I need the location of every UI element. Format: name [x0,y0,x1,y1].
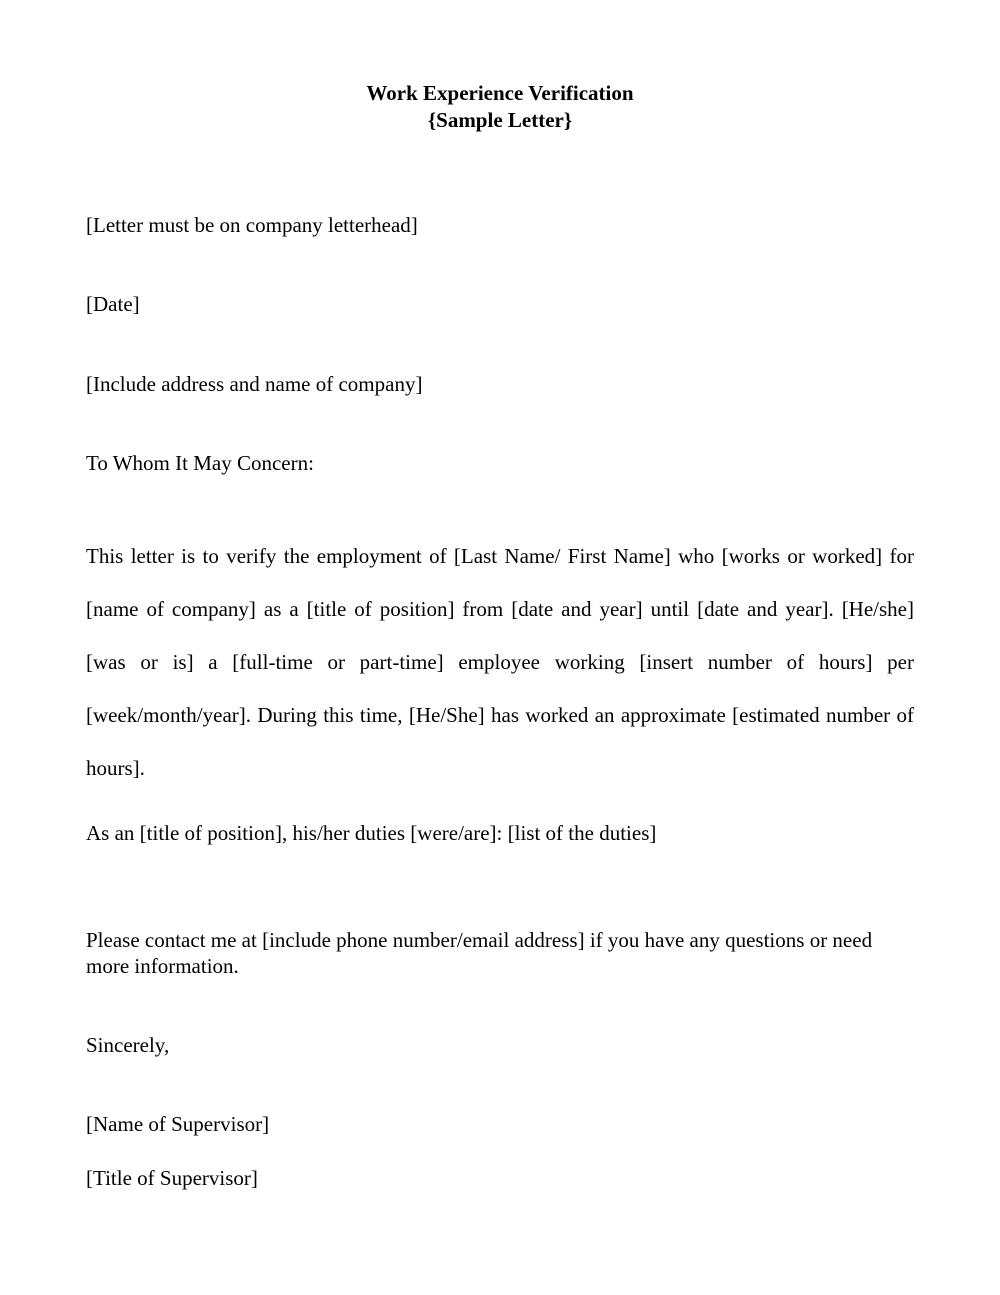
contact-paragraph: Please contact me at [include phone number/email address] if you have any questions or need more information. [86,928,873,978]
supervisor-name: [Name of Supervisor] [86,1112,270,1136]
letterhead-note: [Letter must be on company letterhead] [86,213,418,237]
closing: Sincerely, [86,1033,170,1057]
date-placeholder: [Date] [86,292,140,316]
duties-line: As an [title of position], his/her duties [were/are]: [list of the duties] [86,821,657,845]
supervisor-title: [Title of Supervisor] [86,1166,258,1190]
document-subtitle: {Sample Letter} [427,108,573,132]
document-title: Work Experience Verification [366,81,634,105]
address-placeholder: [Include address and name of company] [86,372,423,396]
body-paragraph: This letter is to verify the employment of [Last Name/ First Name] who [works or worked] for [name of company] as a [title of position] from [date and year] until [date and year]. [He/she] [was or is] a [full-time or part-time] employee working [insert number of hours] per [week/month/year]. During this time, [He/She] has worked an approximate [estimated number of hours]. [86,544,914,780]
salutation: To Whom It May Concern: [86,451,314,475]
